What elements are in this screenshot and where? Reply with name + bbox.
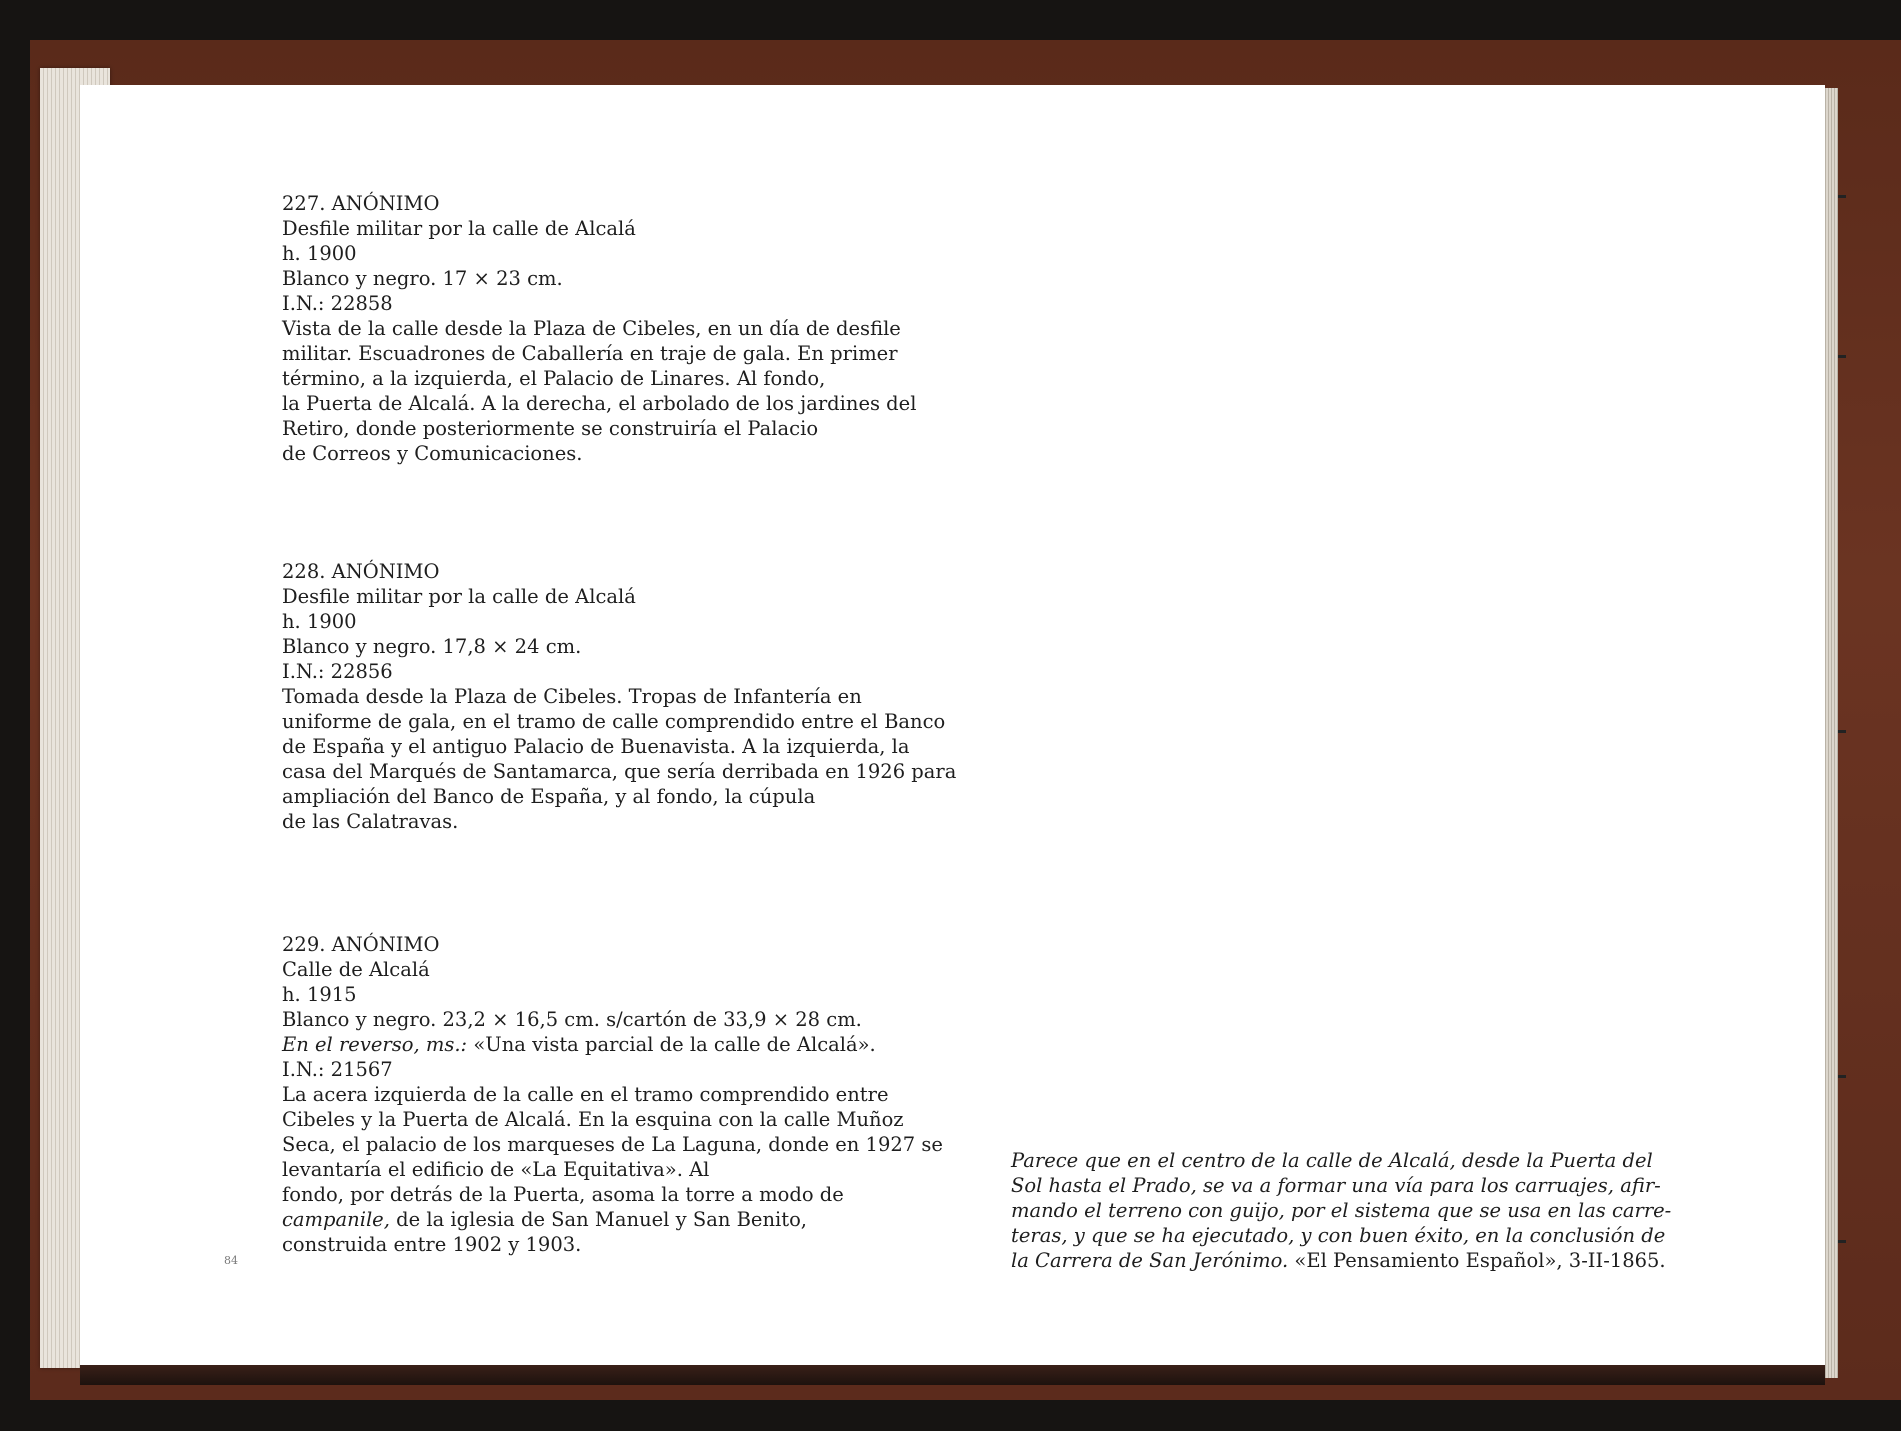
entry-heading: 228. ANÓNIMO: [282, 560, 440, 583]
entry-description-line: construida entre 1902 y 1903.: [282, 1233, 582, 1256]
quote-line: Parece que en el centro de la calle de Alcalá, desde la Puerta del: [1011, 1149, 1653, 1172]
entry-description-line: La acera izquierda de la calle en el tramo comprendido entre: [282, 1083, 889, 1106]
page-edge-mark: [1838, 355, 1846, 358]
page-edge-mark: [1838, 730, 1846, 733]
page-edge-mark: [1838, 1075, 1846, 1078]
entry-date: h. 1915: [282, 983, 357, 1006]
entry-description-line: la Puerta de Alcalá. A la derecha, el arbolado de los jardines del: [282, 392, 917, 415]
entry-description-line: fondo, por detrás de la Puerta, asoma la torre a modo de: [282, 1183, 844, 1206]
entry-heading: 229. ANÓNIMO: [282, 933, 440, 956]
entry-technique: Blanco y negro. 17 × 23 cm.: [282, 267, 563, 290]
catalog-entry-227: [282, 191, 962, 466]
entry-description-line: término, a la izquierda, el Palacio de Linares. Al fondo,: [282, 367, 826, 390]
entry-description-line: Vista de la calle desde la Plaza de Cibeles, en un día de desfile: [282, 317, 901, 340]
page-bottom-shadow: [80, 1365, 1825, 1385]
quote-source: «El Pensamiento Español», 3-II-1865.: [1288, 1249, 1666, 1272]
entry-title: Desfile militar por la calle de Alcalá: [282, 585, 636, 608]
entry-date: h. 1900: [282, 610, 357, 633]
catalog-entry-229: [282, 932, 962, 1257]
reverse-label: En el reverso, ms.:: [282, 1033, 468, 1056]
entry-title: Calle de Alcalá: [282, 958, 430, 981]
quote-line-end: la Carrera de San Jerónimo.: [1011, 1249, 1289, 1272]
entry-description-line: Retiro, donde posteriormente se construiría el Palacio: [282, 417, 819, 440]
quote-last-line: [1011, 1248, 1689, 1273]
entry-inventory: I.N.: 22858: [282, 292, 393, 315]
catalog-entry-228: [282, 559, 962, 834]
entry-description-line: Seca, el palacio de los marqueses de La Laguna, donde en 1927 se: [282, 1133, 943, 1156]
entry-description-line: ampliación del Banco de España, y al fondo, la cúpula: [282, 785, 816, 808]
entry-description-line: levantaría el edificio de «La Equitativa». Al: [282, 1158, 710, 1181]
entry-inventory: I.N.: 21567: [282, 1058, 393, 1081]
page-edge-mark: [1838, 1240, 1846, 1243]
entry-description-line: uniforme de gala, en el tramo de calle comprendido entre el Banco: [282, 710, 946, 733]
entry-heading: 227. ANÓNIMO: [282, 192, 440, 215]
quote-line: mando el terreno con guijo, por el sistema que se usa en las carre-: [1011, 1199, 1672, 1222]
entry-technique: Blanco y negro. 17,8 × 24 cm.: [282, 635, 582, 658]
page-edge-mark: [1838, 195, 1846, 198]
entry-description-line: casa del Marqués de Santamarca, que sería derribada en 1926 para: [282, 760, 957, 783]
entry-description-line: [282, 1207, 962, 1232]
entry-description-line: Cibeles y la Puerta de Alcalá. En la esquina con la calle Muñoz: [282, 1108, 904, 1131]
entry-title: Desfile militar por la calle de Alcalá: [282, 217, 636, 240]
quote-line: teras, y que se ha ejecutado, y con buen éxito, en la conclusión de: [1011, 1224, 1666, 1247]
quote-line: Sol hasta el Prado, se va a formar una vía para los carruajes, afir-: [1011, 1174, 1661, 1197]
entry-inventory: I.N.: 22856: [282, 660, 393, 683]
entry-reverse-inscription: [282, 1032, 962, 1057]
entry-description-line: de Correos y Comunicaciones.: [282, 442, 583, 465]
entry-description-line: de España y el antiguo Palacio de Buenavista. A la izquierda, la: [282, 735, 910, 758]
page-number: 84: [224, 1254, 238, 1267]
entry-date: h. 1900: [282, 242, 357, 265]
entry-description-fragment: de la iglesia de San Manuel y San Benito,: [389, 1208, 808, 1231]
historical-quote: [1011, 1148, 1689, 1273]
reverse-text: «Una vista parcial de la calle de Alcalá».: [467, 1033, 876, 1056]
entry-description-line: de las Calatravas.: [282, 810, 459, 833]
entry-description-line: militar. Escuadrones de Caballería en traje de gala. En primer: [282, 342, 898, 365]
entry-technique: Blanco y negro. 23,2 × 16,5 cm. s/cartón de 33,9 × 28 cm.: [282, 1008, 862, 1031]
entry-description-line: Tomada desde la Plaza de Cibeles. Tropas de Infantería en: [282, 685, 862, 708]
campanile-term: campanile,: [282, 1208, 390, 1231]
